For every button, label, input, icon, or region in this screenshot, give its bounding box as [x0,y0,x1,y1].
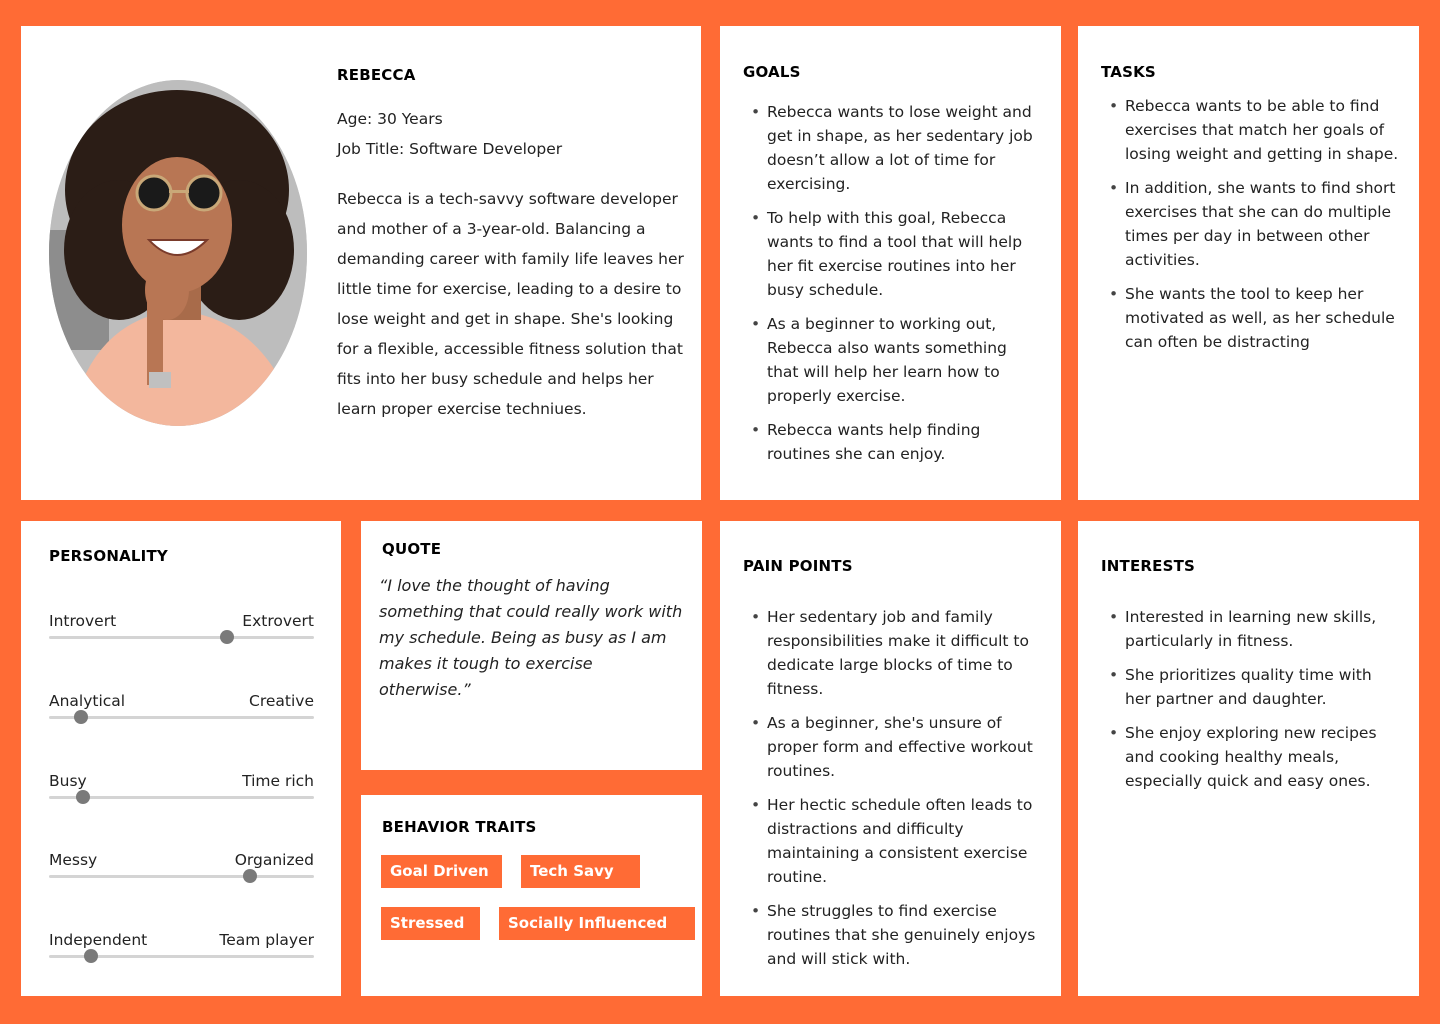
slider-right-label: Organized [234,851,314,869]
behavior-traits-card [361,795,702,996]
interests-card [1078,521,1419,996]
personality-slider [49,931,314,958]
slider-right-label: Time rich [242,772,314,790]
personality-title: PERSONALITY [49,547,168,565]
profile-photo [49,80,307,426]
slider-left-label: Messy [49,851,98,869]
profile-card [21,26,701,500]
personality-slider [49,851,314,878]
list-item: • Rebecca wants help finding routines she can enjoy. [743,418,1043,466]
quote-text: “I love the thought of having something that could really work with my schedule. Being as busy as I am makes it tough to exercise otherwise.” [379,576,683,699]
slider-right-label: Extrovert [242,612,314,630]
list-item: • Rebecca wants to lose weight and get in shape, as her sedentary job doesn’t allow a lot of time for exercising. [743,100,1043,196]
goals-list [743,100,1043,476]
pain-points-title: PAIN POINTS [743,557,853,575]
list-item: • As a beginner, she's unsure of proper form and effective workout routines. [743,711,1043,783]
list-item: • In addition, she wants to find short exercises that she can do multiple times per day in between other activities. [1101,176,1406,272]
personality-slider [49,612,314,639]
slider-track [49,636,314,639]
trait-tag: Socially Influenced [499,907,695,940]
goals-card [720,26,1061,500]
slider-right-label: Creative [249,692,314,710]
list-item: • Interested in learning new skills, particularly in fitness. [1101,605,1401,653]
list-item: • She wants the tool to keep her motivated as well, as her schedule can often be distracting [1101,282,1406,354]
slider-knob [220,630,234,644]
list-item: • She prioritizes quality time with her partner and daughter. [1101,663,1401,711]
interests-title: INTERESTS [1101,557,1196,575]
slider-right-label: Team player [219,931,314,949]
quote-card [361,521,702,770]
interests-list [1101,605,1401,803]
list-item: • Her sedentary job and family responsibilities make it difficult to dedicate large blocks of time to fitness. [743,605,1043,701]
behavior-traits-title: BEHAVIOR TRAITS [382,818,537,836]
quote-title: QUOTE [382,540,442,558]
tasks-card [1078,26,1419,500]
slider-left-label: Independent [49,931,148,949]
personality-slider [49,772,314,799]
persona-job-title: Job Title: Software Developer [337,140,563,158]
tasks-title: TASKS [1101,63,1156,81]
list-item: • She struggles to find exercise routines that she genuinely enjoys and will stick with. [743,899,1043,971]
trait-tag: Tech Savy [521,855,640,888]
slider-track [49,716,314,719]
slider-knob [84,949,98,963]
personality-card [21,521,341,996]
persona-bio: Rebecca is a tech-savvy software developer and mother of a 3-year-old. Balancing a demanding career with family life leaves her little time for exercise, leading to a desire to lose weight and get in shape. She's looking for a flexible, accessible fitness solution that fits into her busy schedule and helps her learn proper exercise techniues. [337,190,684,418]
trait-tag: Goal Driven [381,855,502,888]
persona-name: REBECCA [337,66,416,84]
pain-points-list [743,605,1043,981]
portrait-illustration [49,80,307,426]
slider-knob [76,790,90,804]
list-item: • She enjoy exploring new recipes and cooking healthy meals, especially quick and easy ones. [1101,721,1401,793]
persona-age: Age: 30 Years [337,110,443,128]
slider-track [49,955,314,958]
goals-title: GOALS [743,63,801,81]
list-item: • Rebecca wants to be able to find exercises that match her goals of losing weight and getting in shape. [1101,94,1406,166]
list-item: • Her hectic schedule often leads to distractions and difficulty maintaining a consistent exercise routine. [743,793,1043,889]
tasks-list [1101,94,1406,364]
slider-left-label: Busy [49,772,87,790]
slider-left-label: Analytical [49,692,126,710]
trait-tag: Stressed [381,907,480,940]
personality-slider [49,692,314,719]
slider-left-label: Introvert [49,612,117,630]
slider-track [49,796,314,799]
slider-track [49,875,314,878]
pain-points-card [720,521,1061,996]
slider-knob [74,710,88,724]
list-item: • As a beginner to working out, Rebecca also wants something that will help her learn how to properly exercise. [743,312,1043,408]
slider-knob [243,869,257,883]
list-item: • To help with this goal, Rebecca wants to find a tool that will help her fit exercise routines into her busy schedule. [743,206,1043,302]
